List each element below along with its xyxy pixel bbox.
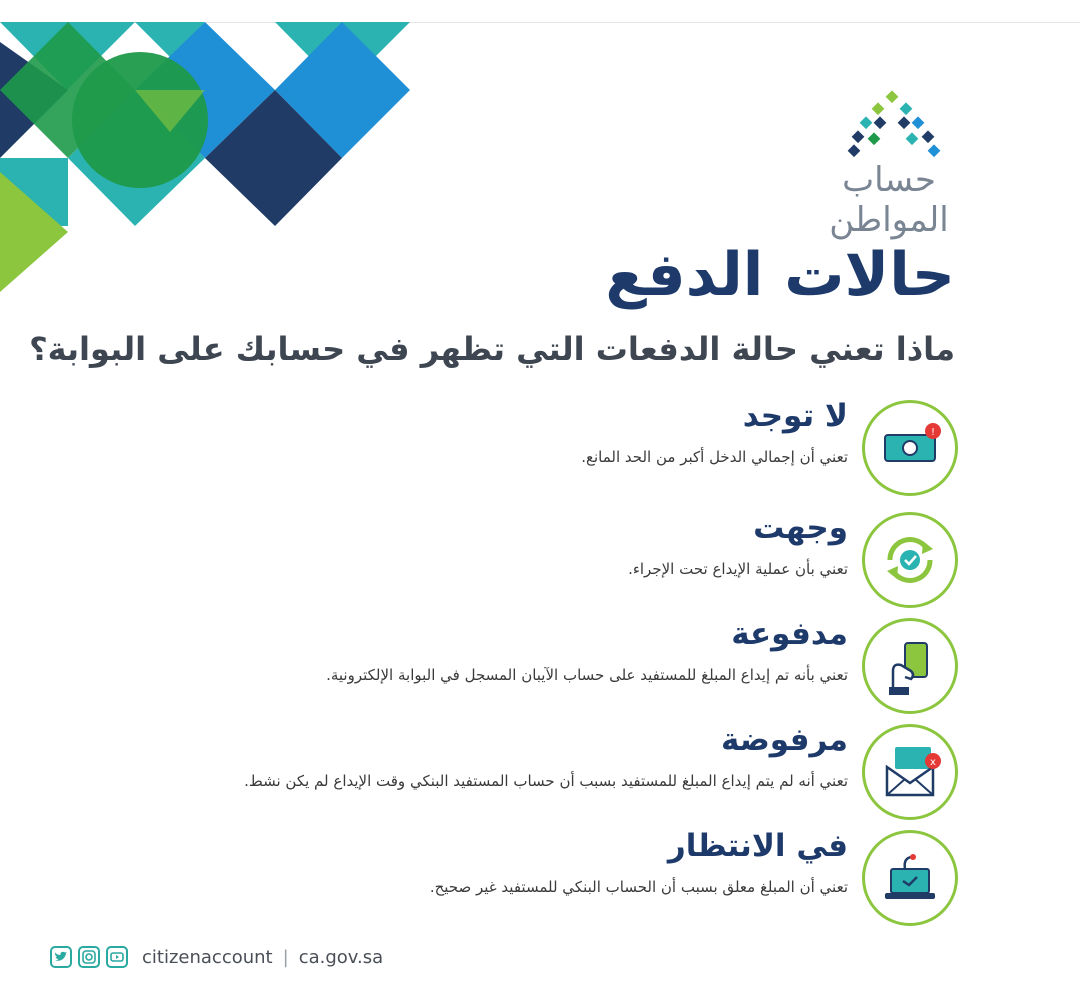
footer <box>50 944 383 970</box>
status-item-rejected <box>0 724 1080 834</box>
status-desc: تعني بأن عملية الإيداع تحت الإجراء. <box>628 560 848 578</box>
svg-text:x: x <box>930 757 936 768</box>
status-title: مرفوضة <box>721 722 848 758</box>
svg-text:!: ! <box>930 427 936 438</box>
status-desc: تعني بأنه تم إيداع المبلغ للمستفيد على حساب الآيبان المسجل في البوابة الإلكترونية. <box>326 666 848 684</box>
status-desc: تعني أنه لم يتم إيداع المبلغ للمستفيد بسبب أن حساب المستفيد البنكي وقت الإيداع لم يكن نشط. <box>244 772 848 790</box>
status-item-none <box>0 400 1080 510</box>
status-title: لا توجد <box>742 398 848 434</box>
top-bar <box>0 0 1080 23</box>
refresh-icon <box>862 512 958 608</box>
envelope-icon <box>862 724 958 820</box>
twitter-icon[interactable] <box>50 946 72 968</box>
footer-separator: | <box>282 946 289 968</box>
youtube-icon[interactable] <box>106 946 128 968</box>
status-item-pending <box>0 830 1080 940</box>
social-handle[interactable]: citizenaccount <box>142 946 273 968</box>
decorative-pattern <box>0 22 420 322</box>
status-title: وجهت <box>753 510 848 546</box>
status-desc: تعني أن المبلغ معلق بسبب أن الحساب البنكي للمستفيد غير صحيح. <box>429 878 848 896</box>
instagram-icon[interactable] <box>78 946 100 968</box>
page-title: حالات الدفع <box>605 240 955 310</box>
page-subtitle: ماذا تعني حالة الدفعات التي تظهر في حسابك على البوابة؟ <box>29 330 955 368</box>
hand-card-icon <box>862 618 958 714</box>
website-link[interactable]: ca.gov.sa <box>298 946 384 968</box>
cash-icon <box>862 400 958 496</box>
status-item-paid <box>0 618 1080 728</box>
status-title: مدفوعة <box>731 616 848 652</box>
logo-text: حساب المواطن <box>829 160 949 240</box>
status-item-sent <box>0 512 1080 622</box>
status-title: في الانتظار <box>667 828 848 864</box>
status-desc: تعني أن إجمالي الدخل أكبر من الحد المانع. <box>581 448 848 466</box>
laptop-icon <box>862 830 958 926</box>
